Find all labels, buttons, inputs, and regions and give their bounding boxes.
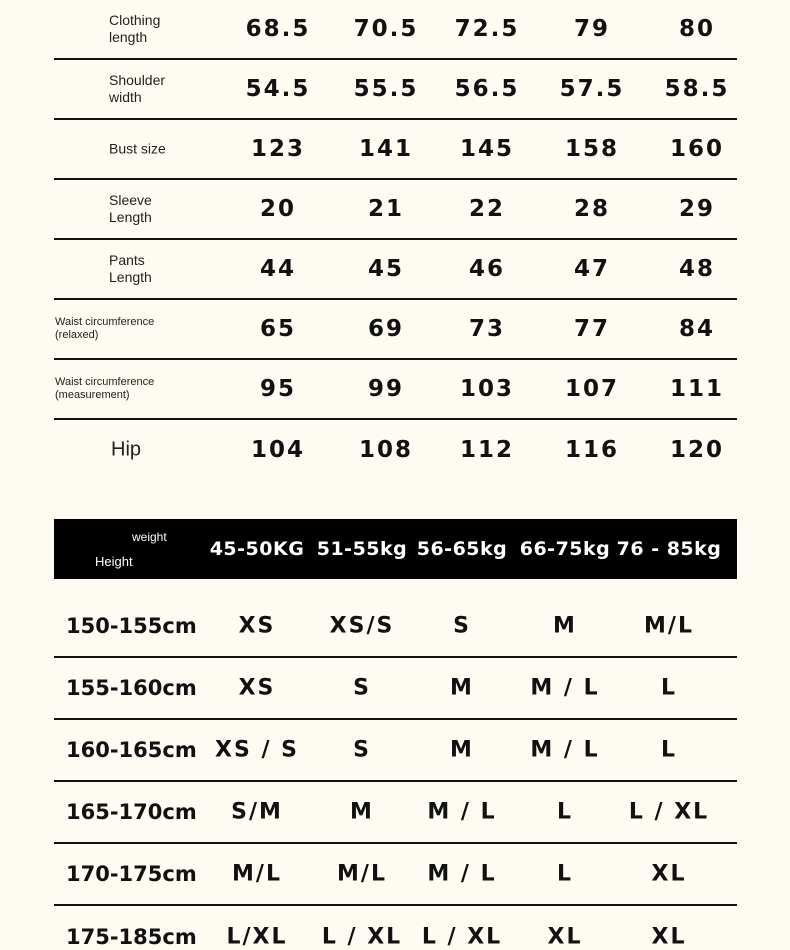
row-label: Bust size: [109, 140, 166, 157]
table-row: [54, 596, 737, 658]
cell-value: 104: [250, 437, 306, 463]
cell-value: 48: [678, 256, 716, 282]
weight-column-header: 51-55kg: [316, 538, 408, 560]
cell-value: 22: [468, 196, 506, 222]
table-row: [54, 180, 737, 240]
size-cell: L/XL: [226, 924, 288, 950]
size-cell: S: [353, 675, 371, 701]
size-cell: XL: [547, 924, 583, 950]
row-label: Hip: [111, 438, 142, 461]
cell-value: 158: [564, 136, 620, 162]
table-row: [54, 300, 737, 360]
size-cell: L / XL: [421, 924, 503, 950]
cell-value: 56.5: [454, 76, 520, 102]
table-row: [54, 782, 737, 844]
cell-value: 116: [564, 437, 620, 463]
cell-value: 111: [669, 376, 725, 402]
weight-column-header: 45-50KG: [209, 538, 305, 560]
size-cell: M / L: [427, 861, 497, 887]
table-row: [54, 120, 737, 180]
cell-value: 47: [573, 256, 611, 282]
cell-value: 77: [573, 316, 611, 342]
cell-value: 80: [678, 16, 716, 42]
cell-value: 20: [259, 196, 297, 222]
cell-value: 108: [358, 437, 414, 463]
measurement-table: [54, 0, 737, 480]
table-row: [54, 360, 737, 420]
table-row: [54, 906, 737, 950]
cell-value: 68.5: [245, 16, 311, 42]
cell-value: 70.5: [353, 16, 419, 42]
size-cell: XS/S: [329, 613, 395, 639]
cell-value: 123: [250, 136, 306, 162]
size-cell: M/L: [644, 613, 694, 639]
size-cell: XL: [651, 924, 687, 950]
size-cell: XL: [651, 861, 687, 887]
cell-value: 107: [564, 376, 620, 402]
size-cell: XS: [238, 613, 276, 639]
table-row: [54, 658, 737, 720]
size-cell: L: [660, 675, 678, 701]
cell-value: 45: [367, 256, 405, 282]
row-label: Shoulder width: [109, 72, 166, 105]
height-range: 155-160cm: [66, 676, 197, 700]
cell-value: 72.5: [454, 16, 520, 42]
cell-value: 55.5: [353, 76, 419, 102]
weight-column-header: 56-65kg: [416, 538, 508, 560]
size-cell: M: [553, 613, 577, 639]
weight-column-header: 66-75kg: [519, 538, 611, 560]
row-label: Waist circumference (relaxed): [55, 316, 155, 341]
table-row: [54, 720, 737, 782]
cell-value: 84: [678, 316, 716, 342]
cell-value: 65: [259, 316, 297, 342]
size-cell: M: [450, 737, 474, 763]
cell-value: 99: [367, 376, 405, 402]
height-label: Height: [95, 554, 133, 569]
cell-value: 57.5: [559, 76, 625, 102]
row-label: Waist circumference (measurement): [55, 376, 155, 401]
size-cell: S/M: [231, 799, 283, 825]
height-range: 160-165cm: [66, 738, 197, 762]
cell-value: 120: [669, 437, 725, 463]
cell-value: 29: [678, 196, 716, 222]
size-cell: M: [450, 675, 474, 701]
height-range: 165-170cm: [66, 800, 197, 824]
size-cell: XS: [238, 675, 276, 701]
table-row: [54, 240, 737, 300]
row-label: Sleeve Length: [109, 192, 152, 225]
size-cell: L: [660, 737, 678, 763]
cell-value: 44: [259, 256, 297, 282]
cell-value: 141: [358, 136, 414, 162]
size-cell: M/L: [337, 861, 387, 887]
size-cell: M / L: [530, 737, 600, 763]
size-cell: L: [556, 861, 574, 887]
height-range: 175-185cm: [66, 925, 197, 949]
cell-value: 21: [367, 196, 405, 222]
size-cell: S: [453, 613, 471, 639]
height-range: 170-175cm: [66, 862, 197, 886]
cell-value: 145: [459, 136, 515, 162]
row-label: Pants Length: [109, 252, 152, 285]
row-label: Clothing length: [109, 12, 161, 45]
size-cell: L: [556, 799, 574, 825]
size-cell: M: [350, 799, 374, 825]
table-row: [54, 0, 737, 60]
weight-label: weight: [132, 530, 167, 544]
table-row: [54, 420, 737, 480]
size-cell: L / XL: [628, 799, 710, 825]
height-range: 150-155cm: [66, 614, 197, 638]
size-cell: L / XL: [321, 924, 403, 950]
size-cell: M / L: [530, 675, 600, 701]
cell-value: 112: [459, 437, 515, 463]
cell-value: 58.5: [664, 76, 730, 102]
cell-value: 73: [468, 316, 506, 342]
size-cell: M/L: [232, 861, 282, 887]
size-cell: M / L: [427, 799, 497, 825]
cell-value: 103: [459, 376, 515, 402]
cell-value: 79: [573, 16, 611, 42]
cell-value: 69: [367, 316, 405, 342]
cell-value: 160: [669, 136, 725, 162]
weight-column-header: 76 - 85kg: [616, 538, 722, 560]
table-row: [54, 60, 737, 120]
table-row: [54, 844, 737, 906]
cell-value: 28: [573, 196, 611, 222]
cell-value: 54.5: [245, 76, 311, 102]
size-cell: S: [353, 737, 371, 763]
cell-value: 46: [468, 256, 506, 282]
cell-value: 95: [259, 376, 297, 402]
size-guide-header: [54, 519, 737, 579]
size-cell: XS / S: [214, 737, 300, 763]
size-guide-table: [54, 596, 737, 950]
